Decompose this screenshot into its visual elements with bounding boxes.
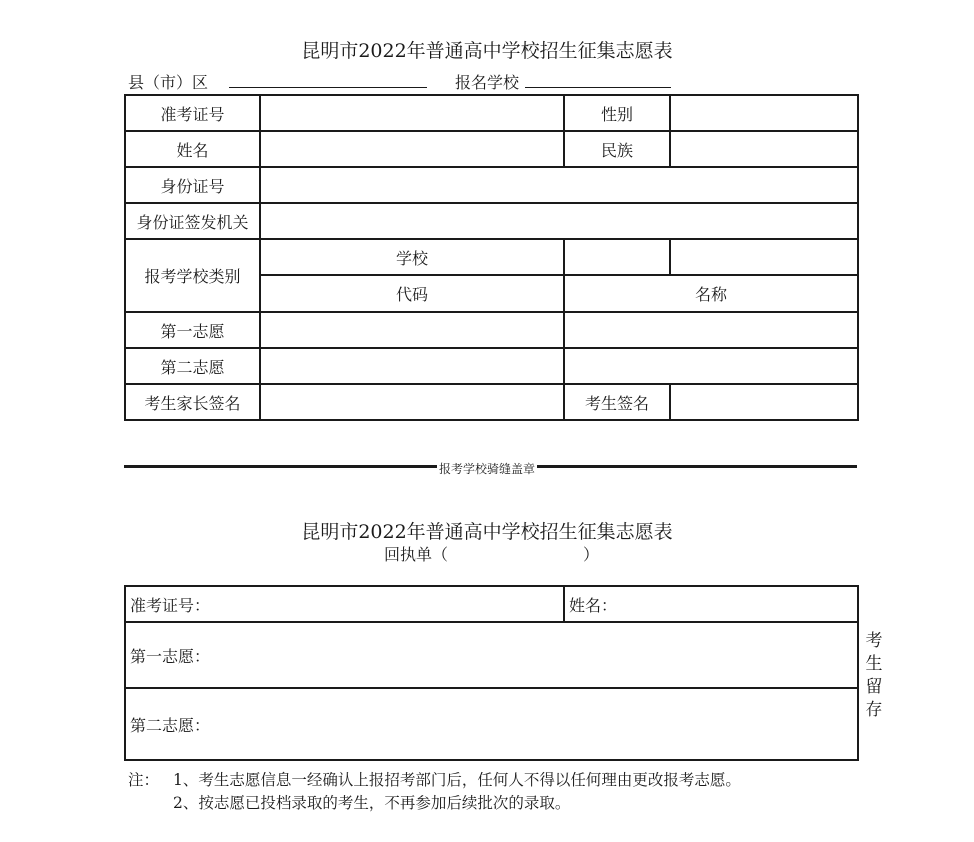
id-authority-cell[interactable] [260, 203, 858, 239]
choice1-name-cell[interactable] [564, 312, 858, 348]
table-row [125, 95, 858, 131]
table-row [125, 688, 858, 760]
school-category-cell-b[interactable] [670, 239, 858, 275]
table-row [125, 622, 858, 688]
student-sign-label: 考生签名 [564, 384, 670, 420]
receipt-subtitle-close: ） [583, 545, 600, 564]
table-row [125, 131, 858, 167]
code-header: 代码 [260, 275, 564, 312]
side-char: 留 [865, 677, 883, 697]
school-header: 学校 [260, 239, 564, 275]
student-sign-cell[interactable] [670, 384, 858, 420]
gender-label: 性别 [564, 95, 670, 131]
choice2-label: 第二志愿 [125, 348, 260, 384]
stamp-label: 报考学校骑缝盖章 [438, 462, 535, 476]
note-item-1: 1、考生志愿信息一经确认上报招考部门后，任何人不得以任何理由更改报考志愿。 [173, 771, 741, 789]
name-cell[interactable] [260, 131, 564, 167]
table-row [125, 312, 858, 348]
county-field[interactable] [229, 87, 427, 88]
admission-no-cell[interactable] [260, 95, 564, 131]
choice1-code-cell[interactable] [260, 312, 564, 348]
school-field[interactable] [525, 87, 671, 88]
side-char: 生 [865, 654, 883, 674]
notes-prefix: 注： [128, 771, 160, 789]
student-keep-label [862, 630, 886, 722]
school-category-label: 报考学校类别 [125, 239, 260, 312]
gender-cell[interactable] [670, 95, 858, 131]
form-title: 昆明市2022年普通高中学校招生征集志愿表 [301, 40, 673, 62]
choice2-code-cell[interactable] [260, 348, 564, 384]
parent-sign-label: 考生家长签名 [125, 384, 260, 420]
receipt-subtitle: 回执单（ [384, 545, 449, 564]
side-char: 考 [865, 631, 883, 651]
receipt-choice1[interactable]: 第一志愿： [125, 622, 858, 688]
note-item-2: 2、按志愿已投档录取的考生，不再参加后续批次的录取。 [173, 794, 571, 812]
receipt-choice2[interactable]: 第二志愿： [125, 688, 858, 760]
table-row [125, 348, 858, 384]
parent-sign-cell[interactable] [260, 384, 564, 420]
id-no-label: 身份证号 [125, 167, 260, 203]
county-label: 县（市）区 [128, 73, 209, 92]
table-row [125, 167, 858, 203]
table-row [125, 239, 858, 275]
id-authority-label: 身份证签发机关 [125, 203, 260, 239]
school-category-cell-a[interactable] [564, 239, 670, 275]
id-no-cell[interactable] [260, 167, 858, 203]
receipt-table [124, 585, 859, 761]
application-form-table [124, 94, 859, 421]
school-label: 报名学校 [455, 73, 520, 92]
receipt-admission-no[interactable]: 准考证号： [125, 586, 564, 622]
receipt-title: 昆明市2022年普通高中学校招生征集志愿表 [301, 521, 673, 543]
table-row [125, 586, 858, 622]
receipt-name[interactable]: 姓名： [564, 586, 858, 622]
admission-no-label: 准考证号 [125, 95, 260, 131]
name-label: 姓名 [125, 131, 260, 167]
table-row [125, 384, 858, 420]
side-char: 存 [865, 700, 883, 720]
ethnicity-cell[interactable] [670, 131, 858, 167]
ethnicity-label: 民族 [564, 131, 670, 167]
school-name-header: 名称 [564, 275, 858, 312]
choice2-name-cell[interactable] [564, 348, 858, 384]
table-row [125, 203, 858, 239]
choice1-label: 第一志愿 [125, 312, 260, 348]
